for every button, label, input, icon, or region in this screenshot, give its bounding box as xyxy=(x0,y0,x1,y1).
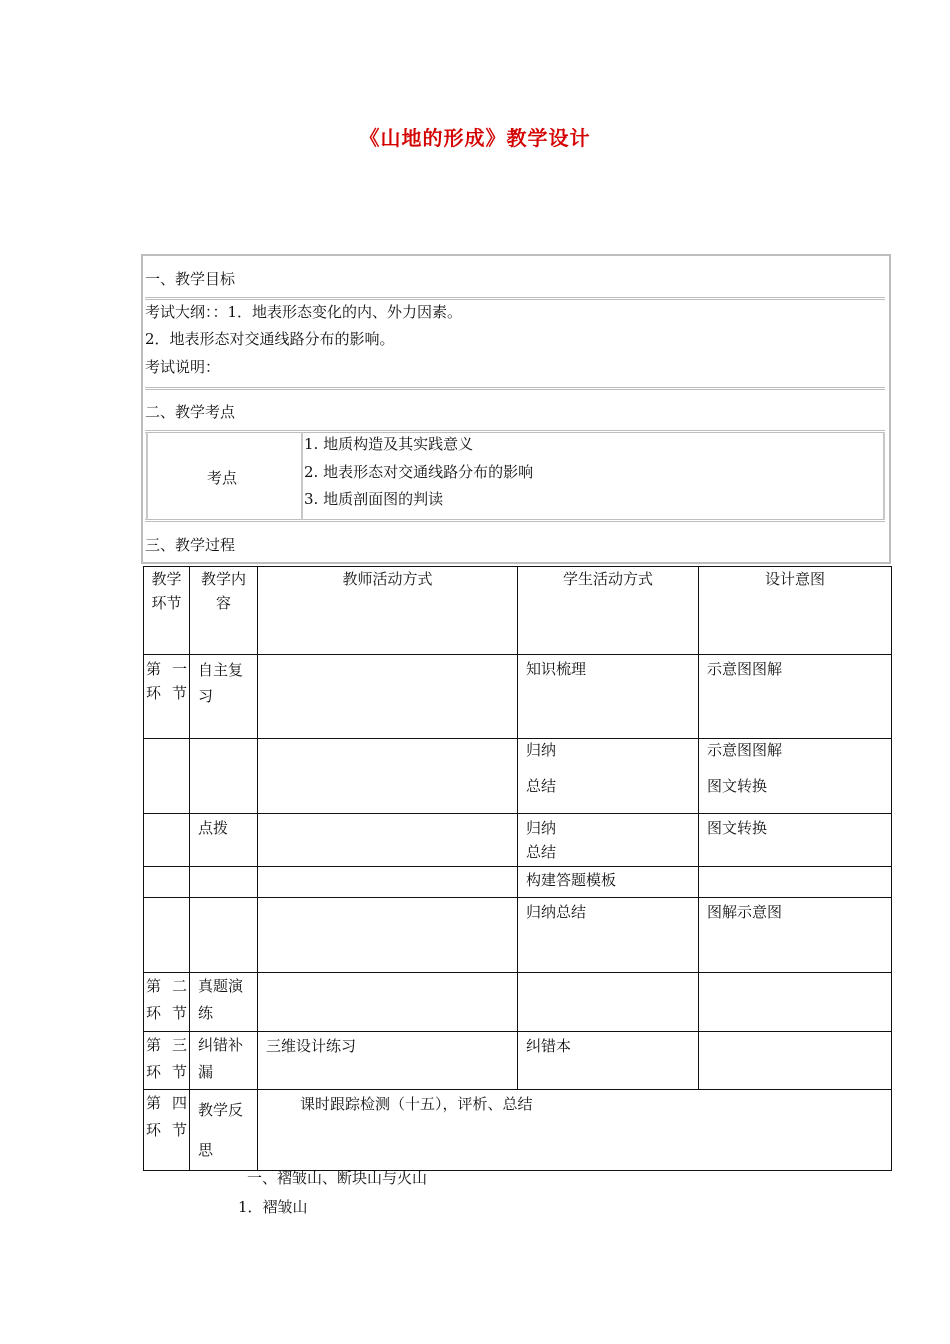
student-cell: 纠错本 xyxy=(526,1037,572,1055)
keypoint-item: 3. 地质剖面图的判读 xyxy=(304,490,444,508)
header-cell: 教学环节 xyxy=(144,567,190,655)
divider xyxy=(301,432,303,520)
objective-line: 2．地表形态对交通线路分布的影响。 xyxy=(145,330,395,348)
header-cell: 教学内容 xyxy=(190,567,258,655)
intent-cell: 图文转换 xyxy=(707,819,768,837)
student-cell: 归纳 总结 xyxy=(526,819,557,861)
content-cell: 纠错补漏 xyxy=(198,1036,244,1081)
divider xyxy=(145,387,885,390)
section-heading-keypoints: 二、教学考点 xyxy=(145,403,236,421)
keypoint-item: 2. 地表形态对交通线路分布的影响 xyxy=(304,463,534,481)
intent-cell: 示意图图解 xyxy=(707,660,783,678)
header-cell: 学生活动方式 xyxy=(518,567,699,655)
section-heading: 一、褶皱山、断块山与火山 xyxy=(247,1169,428,1187)
content-cell: 真题演练 xyxy=(198,977,244,1022)
intent-cell: 示意图图解 图文转换 xyxy=(707,741,783,795)
stage-cell: 第一环节 xyxy=(146,660,187,702)
teacher-cell xyxy=(258,655,517,659)
student-cell: 构建答题模板 xyxy=(526,871,617,889)
teaching-process-table xyxy=(143,566,892,1171)
stage-cell: 第二环节 xyxy=(146,977,187,1022)
keypoint-item: 1. 地质构造及其实践意义 xyxy=(304,435,474,453)
content-cell: 教学反思 xyxy=(198,1101,244,1159)
stage-cell: 第四环节 xyxy=(146,1094,187,1139)
student-cell: 归纳总结 xyxy=(526,903,587,921)
content-cell: 自主复习 xyxy=(198,661,244,705)
student-cell: 归纳 总结 xyxy=(526,741,557,795)
divider xyxy=(145,519,885,522)
divider xyxy=(145,430,885,433)
table-row xyxy=(144,655,892,739)
section-heading-process: 三、教学过程 xyxy=(145,536,236,554)
subsection-heading: 1．褶皱山 xyxy=(238,1198,308,1216)
divider xyxy=(145,297,885,300)
objective-line: 考试说明： xyxy=(145,358,221,376)
objective-line: 考试大纲：：1．地表形态变化的内、外力因素。 xyxy=(145,303,463,321)
keypoints-label: 考点 xyxy=(207,469,238,487)
stage-cell: 第三环节 xyxy=(146,1036,187,1081)
divider xyxy=(883,432,885,520)
table-row xyxy=(144,867,892,898)
intent-cell: 图解示意图 xyxy=(707,903,783,921)
header-cell: 设计意图 xyxy=(699,567,892,655)
merged-cell: 课时跟踪检测（十五），评析、总结 xyxy=(300,1095,533,1113)
document-title: 《山地的形成》教学设计 xyxy=(359,126,591,150)
table-header-row xyxy=(144,567,892,655)
content-cell: 点拨 xyxy=(198,819,229,837)
header-cell: 教师活动方式 xyxy=(258,567,518,655)
section-heading-objectives: 一、教学目标 xyxy=(145,270,236,288)
table-row xyxy=(144,739,892,814)
table-row xyxy=(144,898,892,973)
divider xyxy=(146,432,148,520)
table-row xyxy=(144,1090,892,1171)
table-row xyxy=(144,1032,892,1090)
teacher-cell: 三维设计练习 xyxy=(266,1037,357,1055)
student-cell: 知识梳理 xyxy=(526,660,587,678)
table-row xyxy=(144,814,892,867)
table-row xyxy=(144,973,892,1032)
